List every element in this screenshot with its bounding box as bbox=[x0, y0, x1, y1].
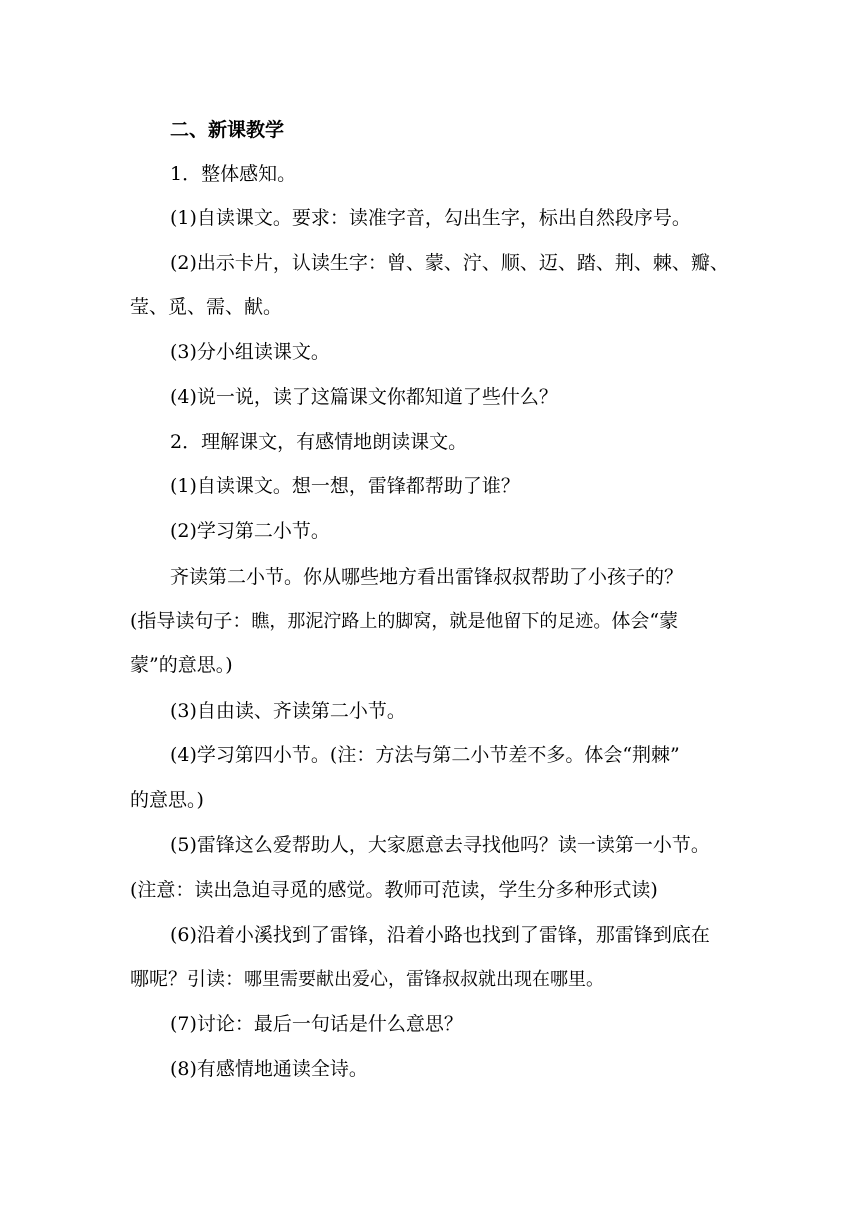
paragraph: 的意思。) bbox=[130, 789, 204, 811]
paragraph: 齐读第二小节。你从哪些地方看出雷锋叔叔帮助了小孩子的？ bbox=[170, 566, 684, 588]
quoted-sentence: 瞧，那泥泞路上的脚窝，就是他留下的足迹。 bbox=[251, 611, 612, 632]
paragraph: 莹、觅、需、献。 bbox=[130, 296, 283, 318]
paragraph: (8)有感情地通读全诗。 bbox=[170, 1058, 368, 1080]
text: 体会“蒙 bbox=[611, 610, 679, 632]
text: (指导读句子： bbox=[130, 610, 252, 632]
paragraph: 1．整体感知。 bbox=[170, 163, 297, 185]
paragraph: (3)自由读、齐读第二小节。 bbox=[170, 700, 406, 722]
paragraph: (5)雷锋这么爱帮助人，大家愿意去寻找他吗？读一读第一小节。 bbox=[170, 834, 710, 856]
paragraph: (7)讨论：最后一句话是什么意思？ bbox=[170, 1013, 463, 1035]
paragraph: (2)学习第二小节。 bbox=[170, 520, 330, 542]
paragraph bbox=[130, 609, 678, 634]
paragraph: 蒙”的意思。) bbox=[130, 654, 233, 676]
paragraph: (1)自读课文。想一想，雷锋都帮助了谁？ bbox=[170, 475, 520, 497]
paragraph: (注意：读出急迫寻觅的感觉。教师可范读，学生分多种形式读) bbox=[130, 879, 658, 901]
paragraph: (4)学习第四小节。(注：方法与第二小节差不多。体会“荆棘” bbox=[170, 744, 680, 766]
paragraph: (3)分小组读课文。 bbox=[170, 341, 330, 363]
paragraph: (4)说一说，读了这篇课文你都知道了些什么？ bbox=[170, 386, 558, 408]
paragraph: 2．理解课文，有感情地朗读课文。 bbox=[170, 431, 468, 453]
paragraph: (2)出示卡片，认读生字：曾、蒙、泞、顺、迈、踏、荆、棘、瓣、 bbox=[170, 252, 729, 274]
paragraph bbox=[130, 967, 604, 992]
paragraph: (1)自读课文。要求：读准字音，勾出生字，标出自然段序号。 bbox=[170, 207, 691, 229]
text: 哪呢？引读： bbox=[130, 968, 245, 990]
paragraph: (6)沿着小溪找到了雷锋，沿着小路也找到了雷锋，那雷锋到底在 bbox=[170, 924, 710, 946]
quoted-sentence: 哪里需要献出爱心，雷锋叔叔就出现在哪里。 bbox=[244, 969, 605, 990]
section-heading: 二、新课教学 bbox=[170, 119, 285, 141]
